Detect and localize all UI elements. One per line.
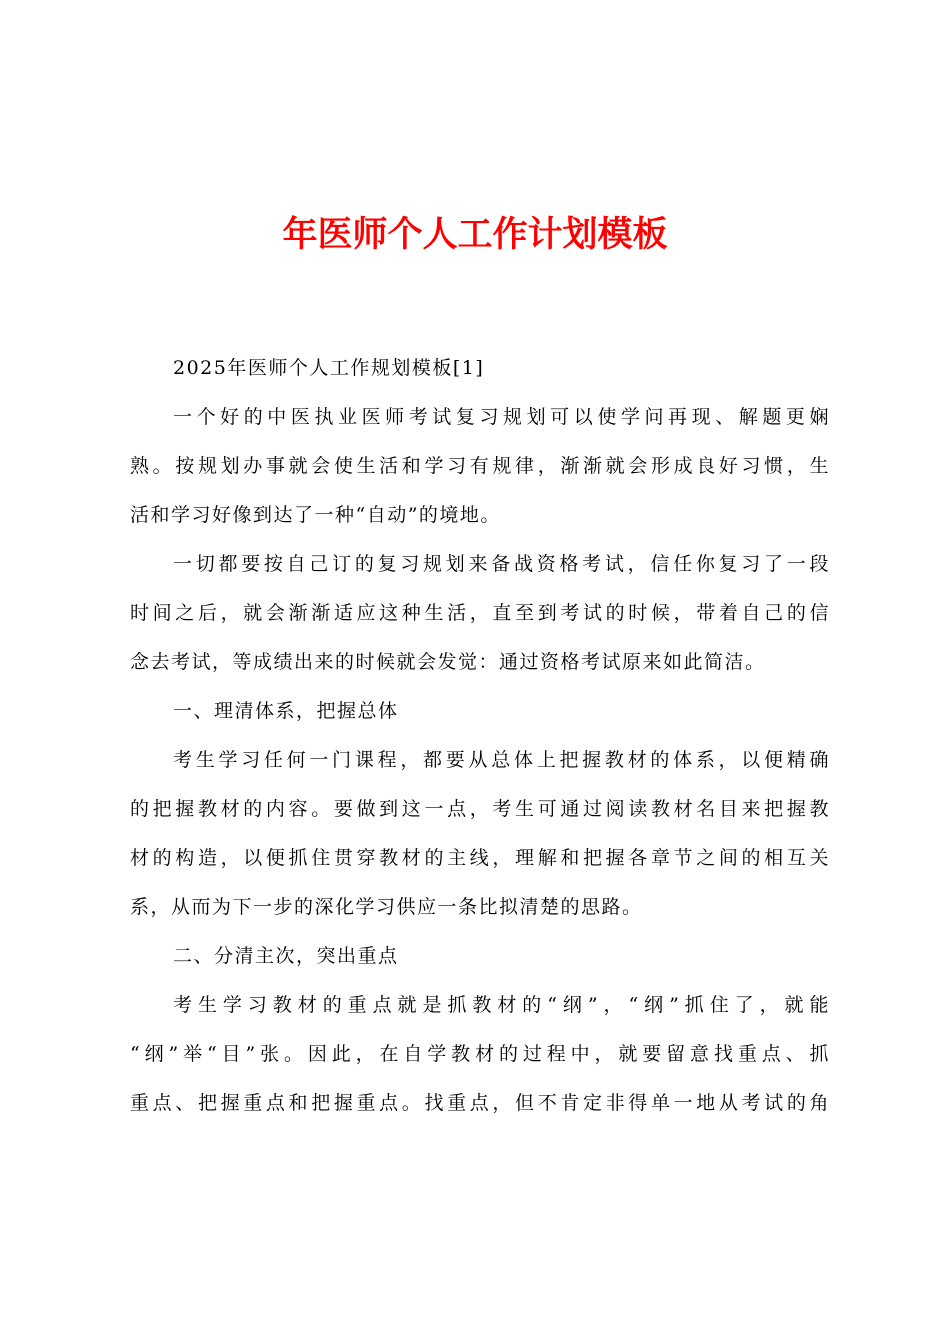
paragraph-4 (130, 981, 830, 1128)
paragraph-3 (130, 736, 830, 932)
paragraph-line: 系，从而为下一步的深化学习供应一条比拟清楚的思路。 (130, 896, 643, 918)
paragraph-line: 念去考试，等成绩出来的时候就会发觉：通过资格考试原来如此简洁。 (130, 651, 766, 673)
paragraph-line: 时间之后，就会渐渐适应这种生活，直至到考试的时候，带着自己的信 (130, 602, 830, 624)
paragraph-line: “纲”举“目”张。因此，在自学教材的过程中，就要留意找重点、抓 (130, 1043, 830, 1065)
paragraph-line: 熟。按规划办事就会使生活和学习有规律，渐渐就会形成良好习惯，生 (130, 455, 830, 477)
paragraph-1 (130, 393, 830, 540)
paragraph-line: 一个好的中医执业医师考试复习规划可以使学问再现、解题更娴 (173, 406, 830, 428)
paragraph-line: 考生学习任何一门课程，都要从总体上把握教材的体系，以便精确 (173, 749, 830, 771)
paragraph-line: 一切都要按自己订的复习规划来备战资格考试，信任你复习了一段 (173, 553, 830, 575)
paragraph-2 (130, 540, 830, 687)
section-heading-2: 二、分清主次，突出重点 (173, 945, 399, 967)
paragraph-line: 考生学习教材的重点就是抓教材的“纲”，“纲”抓住了，就能 (173, 994, 830, 1016)
paragraph-line: 材的构造，以便抓住贯穿教材的主线，理解和把握各章节之间的相互关 (130, 847, 830, 869)
paragraph-line: 的把握教材的内容。要做到这一点，考生可通过阅读教材名目来把握教 (130, 798, 830, 820)
paragraph-line: 重点、把握重点和把握重点。找重点，但不肯定非得单一地从考试的角 (130, 1092, 830, 1114)
document-subtitle: 2025年医师个人工作规划模板[1] (173, 357, 485, 379)
section-heading-1: 一、理清体系，把握总体 (173, 700, 399, 722)
paragraph-line: 活和学习好像到达了一种“自动”的境地。 (130, 504, 501, 526)
document-title: 年医师个人工作计划模板 (282, 214, 668, 255)
document-body (130, 344, 830, 1128)
